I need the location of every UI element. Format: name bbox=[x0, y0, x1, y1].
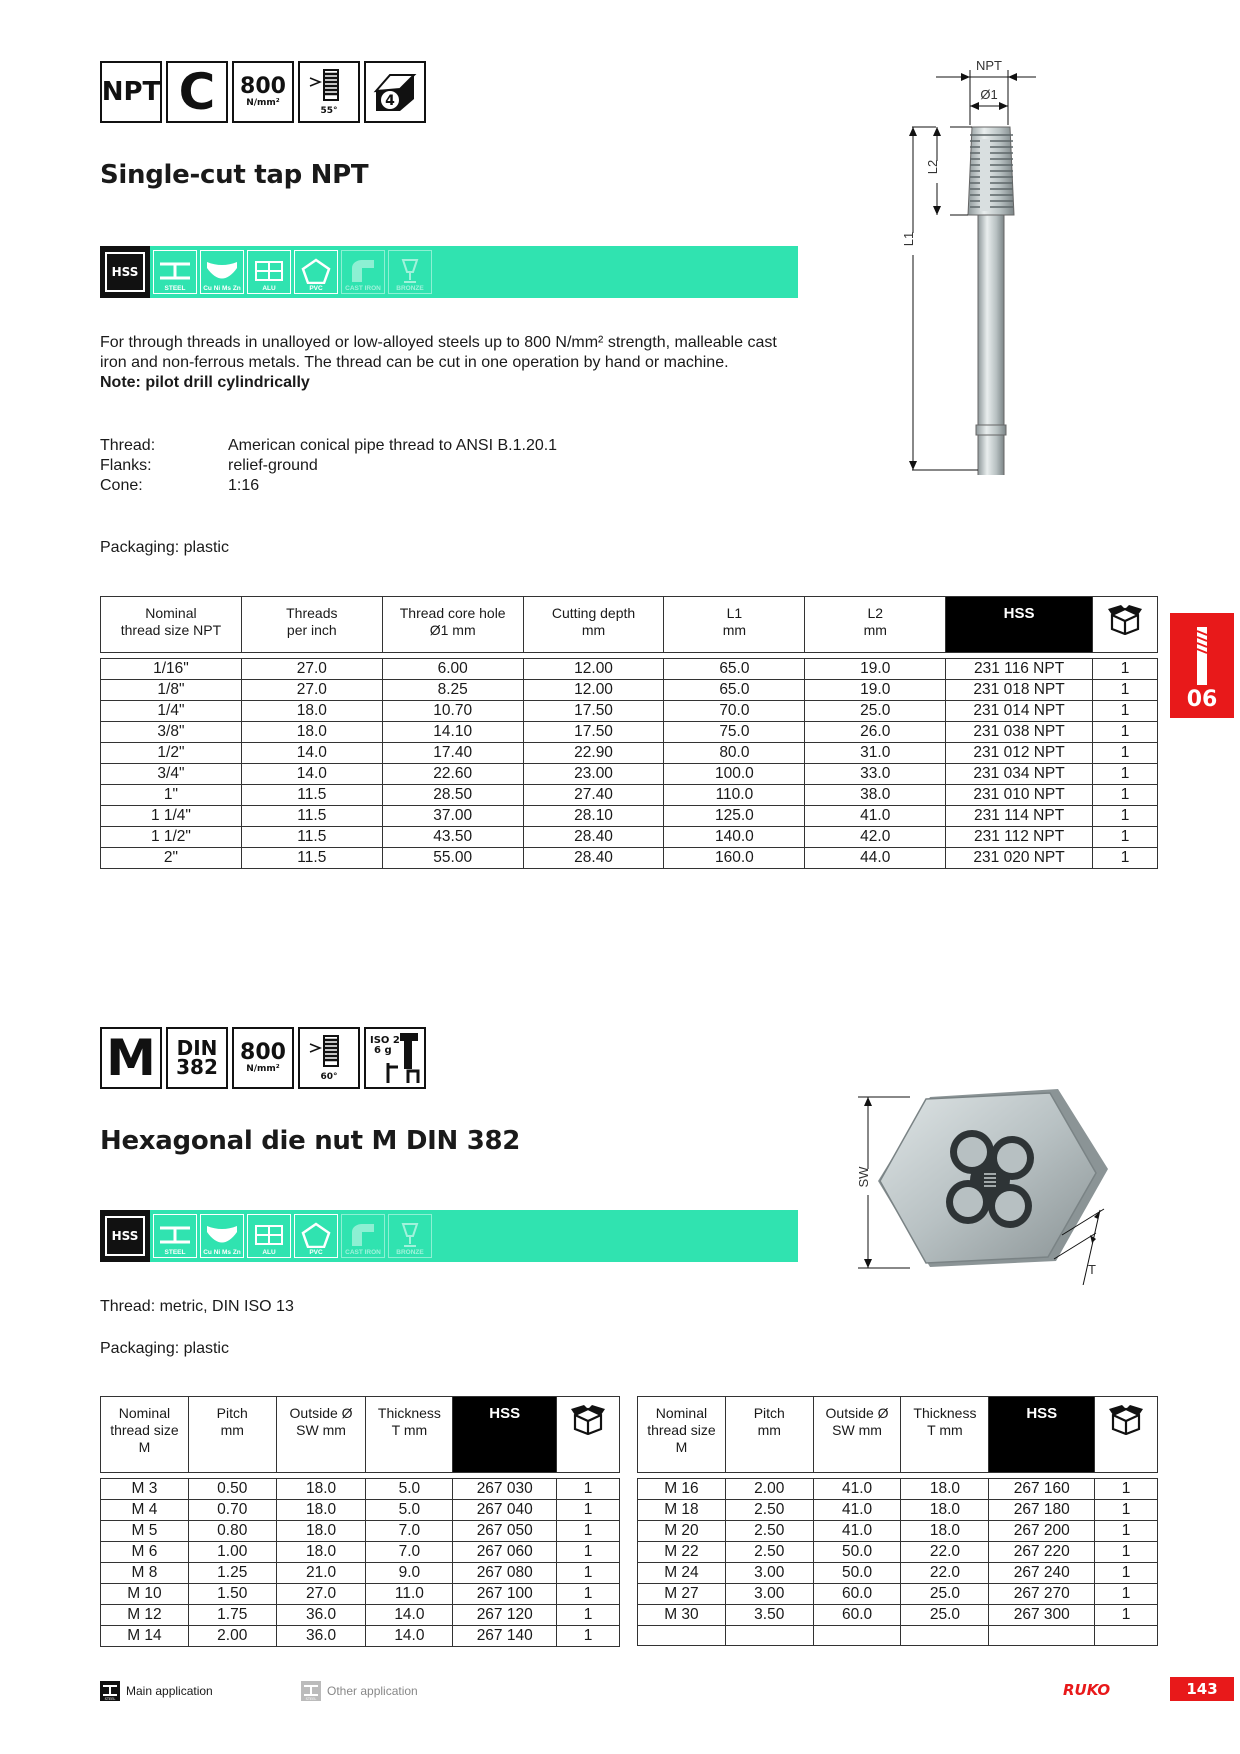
svg-text:NPT: NPT bbox=[976, 58, 1002, 73]
material-cu-ni-ms-zn-icon: Cu Ni Ms Zn bbox=[200, 250, 244, 294]
table-cell: M 14 bbox=[101, 1626, 189, 1647]
table-cell: 25.0 bbox=[901, 1605, 989, 1626]
col-package bbox=[557, 1397, 620, 1473]
table-cell: M 24 bbox=[638, 1563, 726, 1584]
table-cell: M 16 bbox=[638, 1479, 726, 1500]
table-cell: 17.50 bbox=[523, 722, 664, 743]
col-nominal: Nominal thread size NPT bbox=[101, 597, 242, 653]
material-alu-icon: ALU bbox=[247, 1214, 291, 1258]
table-cell: 231 112 NPT bbox=[946, 827, 1093, 848]
col-hss: HSS bbox=[946, 597, 1093, 653]
table-cell: 267 200 bbox=[989, 1521, 1095, 1542]
table-row bbox=[638, 1584, 1158, 1605]
table-cell: 231 038 NPT bbox=[946, 722, 1093, 743]
table-cell: 1/2" bbox=[101, 743, 242, 764]
table-row bbox=[101, 764, 1158, 785]
svg-text:4: 4 bbox=[385, 93, 395, 109]
table-cell: 18.0 bbox=[276, 1542, 366, 1563]
table-cell: 140.0 bbox=[664, 827, 805, 848]
svg-text:Ø1: Ø1 bbox=[980, 87, 998, 102]
table-cell: 1 bbox=[1095, 1605, 1158, 1626]
table-cell: 1 bbox=[557, 1479, 620, 1500]
table-cell: 31.0 bbox=[805, 743, 946, 764]
table-row bbox=[101, 785, 1158, 806]
table-cell: 267 100 bbox=[453, 1584, 557, 1605]
table-cell: 231 010 NPT bbox=[946, 785, 1093, 806]
table-cell: 267 270 bbox=[989, 1584, 1095, 1605]
table-cell: 18.0 bbox=[276, 1479, 366, 1500]
table-cell: 267 050 bbox=[453, 1521, 557, 1542]
steel-beam-icon bbox=[301, 1681, 321, 1701]
table-cell: 22.0 bbox=[901, 1542, 989, 1563]
die-material-band bbox=[100, 1210, 798, 1262]
table-row bbox=[101, 1479, 620, 1500]
material-cast-iron-icon: CAST IRON bbox=[341, 1214, 385, 1258]
col-thickness: Thickness T mm bbox=[901, 1397, 989, 1473]
table-cell: 160.0 bbox=[664, 848, 805, 869]
table-cell: 22.0 bbox=[901, 1563, 989, 1584]
table-cell: 3.00 bbox=[725, 1563, 813, 1584]
col-pitch: Pitch mm bbox=[188, 1397, 276, 1473]
din-icon: DIN 382 bbox=[166, 1027, 228, 1089]
table-cell: 1 bbox=[1093, 680, 1158, 701]
table-row bbox=[638, 1626, 1158, 1646]
table-cell: 28.40 bbox=[523, 827, 664, 848]
table-cell: 267 040 bbox=[453, 1500, 557, 1521]
legend-main-application: STEEL Main application bbox=[100, 1681, 213, 1701]
col-hss: HSS bbox=[453, 1397, 557, 1473]
table-cell: 1 bbox=[557, 1521, 620, 1542]
table-cell: 7.0 bbox=[366, 1521, 453, 1542]
table-cell: 41.0 bbox=[805, 806, 946, 827]
table-cell: 267 300 bbox=[989, 1605, 1095, 1626]
table-cell: 7.0 bbox=[366, 1542, 453, 1563]
table-cell: 21.0 bbox=[276, 1563, 366, 1584]
table-cell: 267 080 bbox=[453, 1563, 557, 1584]
table-row bbox=[101, 701, 1158, 722]
table-row bbox=[101, 1605, 620, 1626]
four-cut-icon bbox=[364, 61, 426, 123]
strength-icon: 800 N/mm² bbox=[232, 61, 294, 123]
table-cell: 267 240 bbox=[989, 1563, 1095, 1584]
table-cell: 267 180 bbox=[989, 1500, 1095, 1521]
table-cell: 50.0 bbox=[813, 1542, 901, 1563]
table-cell: 1 bbox=[1095, 1479, 1158, 1500]
col-hss: HSS bbox=[989, 1397, 1095, 1473]
table-cell: 1 bbox=[1093, 785, 1158, 806]
table-cell: 11.5 bbox=[241, 848, 382, 869]
table-row bbox=[101, 659, 1158, 680]
table-cell: 125.0 bbox=[664, 806, 805, 827]
table-row bbox=[101, 680, 1158, 701]
die-thread: Thread: metric, DIN ISO 13 bbox=[100, 1298, 294, 1315]
table-cell: 1.75 bbox=[188, 1605, 276, 1626]
col-l2: L2 mm bbox=[805, 597, 946, 653]
table-cell: 17.50 bbox=[523, 701, 664, 722]
table-row bbox=[638, 1605, 1158, 1626]
table-cell: 27.0 bbox=[241, 659, 382, 680]
table-cell: 1 bbox=[557, 1626, 620, 1647]
table-cell: 44.0 bbox=[805, 848, 946, 869]
table-cell: 9.0 bbox=[366, 1563, 453, 1584]
table-cell: 1 bbox=[1093, 806, 1158, 827]
table-cell: 14.0 bbox=[241, 764, 382, 785]
table-cell: 2" bbox=[101, 848, 242, 869]
table-cell: 18.0 bbox=[241, 701, 382, 722]
col-nominal: Nominal thread size M bbox=[638, 1397, 726, 1473]
table-cell bbox=[725, 1626, 813, 1646]
table-cell: 27.0 bbox=[276, 1584, 366, 1605]
table-row bbox=[101, 827, 1158, 848]
table-cell: 267 120 bbox=[453, 1605, 557, 1626]
table-cell: 2.50 bbox=[725, 1542, 813, 1563]
col-core-hole: Thread core hole Ø1 mm bbox=[382, 597, 523, 653]
table-cell: 1 bbox=[557, 1584, 620, 1605]
table-cell: 27.40 bbox=[523, 785, 664, 806]
table-row bbox=[638, 1563, 1158, 1584]
table-cell: 41.0 bbox=[813, 1479, 901, 1500]
table-cell: M 18 bbox=[638, 1500, 726, 1521]
table-cell: 0.80 bbox=[188, 1521, 276, 1542]
table-cell bbox=[638, 1626, 726, 1646]
col-threads: Threads per inch bbox=[241, 597, 382, 653]
table-cell: 1.00 bbox=[188, 1542, 276, 1563]
table-cell bbox=[813, 1626, 901, 1646]
table-cell: 36.0 bbox=[276, 1605, 366, 1626]
table-cell: 231 116 NPT bbox=[946, 659, 1093, 680]
table-cell: 42.0 bbox=[805, 827, 946, 848]
table-cell: 231 018 NPT bbox=[946, 680, 1093, 701]
table-cell: 1 bbox=[1095, 1500, 1158, 1521]
table-cell: 3.00 bbox=[725, 1584, 813, 1605]
table-cell: 1 bbox=[1093, 659, 1158, 680]
die-table-left bbox=[100, 1396, 620, 1647]
table-row bbox=[101, 1542, 620, 1563]
col-outside: Outside Ø SW mm bbox=[276, 1397, 366, 1473]
table-row bbox=[638, 1542, 1158, 1563]
material-cast-iron-icon: CAST IRON bbox=[341, 250, 385, 294]
table-cell: 1.50 bbox=[188, 1584, 276, 1605]
table-cell: M 5 bbox=[101, 1521, 189, 1542]
table-cell: 18.0 bbox=[901, 1521, 989, 1542]
material-steel-icon: STEEL bbox=[153, 250, 197, 294]
table-cell: 1 bbox=[1093, 827, 1158, 848]
table-cell: 18.0 bbox=[901, 1479, 989, 1500]
table-cell: 60.0 bbox=[813, 1584, 901, 1605]
table-cell: 1/16" bbox=[101, 659, 242, 680]
svg-text:ISO 2: ISO 2 bbox=[370, 1035, 400, 1046]
table-cell: 2.00 bbox=[725, 1479, 813, 1500]
table-cell: 1/4" bbox=[101, 701, 242, 722]
die-title: Hexagonal die nut M DIN 382 bbox=[100, 1126, 521, 1156]
table-cell: M 27 bbox=[638, 1584, 726, 1605]
table-cell: 1 1/4" bbox=[101, 806, 242, 827]
strength-icon: 800 N/mm² bbox=[232, 1027, 294, 1089]
thread-angle-icon: 55° bbox=[298, 61, 360, 123]
table-cell: 267 030 bbox=[453, 1479, 557, 1500]
svg-text:L1: L1 bbox=[901, 231, 916, 247]
table-cell: 1 bbox=[557, 1500, 620, 1521]
table-row bbox=[101, 1500, 620, 1521]
table-cell: 28.10 bbox=[523, 806, 664, 827]
col-thickness: Thickness T mm bbox=[366, 1397, 453, 1473]
tap-note: Note: pilot drill cylindrically bbox=[100, 374, 310, 391]
tolerance-icon bbox=[364, 1027, 426, 1089]
table-row bbox=[638, 1479, 1158, 1500]
table-cell: 18.0 bbox=[276, 1521, 366, 1542]
section-tab[interactable]: 06 bbox=[1170, 613, 1234, 718]
die-icon-row bbox=[100, 1027, 426, 1089]
table-cell: 14.0 bbox=[241, 743, 382, 764]
table-cell: M 30 bbox=[638, 1605, 726, 1626]
table-cell: 12.00 bbox=[523, 659, 664, 680]
table-cell: 1 bbox=[1095, 1584, 1158, 1605]
table-cell: 25.0 bbox=[805, 701, 946, 722]
col-package bbox=[1093, 597, 1158, 653]
package-box-icon bbox=[1109, 1405, 1143, 1435]
table-cell: M 6 bbox=[101, 1542, 189, 1563]
table-cell: 267 220 bbox=[989, 1542, 1095, 1563]
die-packaging: Packaging: plastic bbox=[100, 1340, 229, 1357]
table-cell: 8.25 bbox=[382, 680, 523, 701]
table-row bbox=[101, 1584, 620, 1605]
hss-tag: HSS bbox=[100, 246, 150, 298]
table-cell: 5.0 bbox=[366, 1500, 453, 1521]
table-cell: 41.0 bbox=[813, 1521, 901, 1542]
table-cell: 38.0 bbox=[805, 785, 946, 806]
c-tolerance-icon: C bbox=[166, 61, 228, 123]
table-cell: 41.0 bbox=[813, 1500, 901, 1521]
table-cell: 267 060 bbox=[453, 1542, 557, 1563]
table-cell: 75.0 bbox=[664, 722, 805, 743]
table-cell: 0.50 bbox=[188, 1479, 276, 1500]
tap-table bbox=[100, 596, 1158, 869]
table-cell: 267 160 bbox=[989, 1479, 1095, 1500]
package-box-icon bbox=[571, 1405, 605, 1435]
table-cell: 231 014 NPT bbox=[946, 701, 1093, 722]
table-cell: 22.90 bbox=[523, 743, 664, 764]
table-cell: 110.0 bbox=[664, 785, 805, 806]
table-cell: 50.0 bbox=[813, 1563, 901, 1584]
table-cell: 1/8" bbox=[101, 680, 242, 701]
legend-other-application: STEEL Other application bbox=[301, 1681, 418, 1701]
table-cell: M 10 bbox=[101, 1584, 189, 1605]
table-cell: 70.0 bbox=[664, 701, 805, 722]
table-cell: 65.0 bbox=[664, 680, 805, 701]
svg-text:L2: L2 bbox=[925, 159, 940, 175]
table-cell: 17.40 bbox=[382, 743, 523, 764]
table-cell: 11.5 bbox=[241, 806, 382, 827]
table-cell: 3/4" bbox=[101, 764, 242, 785]
table-cell: 1 bbox=[1095, 1563, 1158, 1584]
table-cell: 231 114 NPT bbox=[946, 806, 1093, 827]
svg-text:SW: SW bbox=[856, 1166, 871, 1188]
steel-beam-icon bbox=[100, 1681, 120, 1701]
svg-text:STEEL: STEEL bbox=[104, 1697, 116, 1701]
table-cell: 1 bbox=[557, 1605, 620, 1626]
table-cell: M 22 bbox=[638, 1542, 726, 1563]
tap-drawing bbox=[900, 55, 1040, 475]
table-cell: 3/8" bbox=[101, 722, 242, 743]
table-cell: 1 bbox=[1093, 701, 1158, 722]
table-cell: 18.0 bbox=[901, 1500, 989, 1521]
table-cell: 1" bbox=[101, 785, 242, 806]
material-bronze-icon: BRONZE bbox=[388, 1214, 432, 1258]
table-cell: 65.0 bbox=[664, 659, 805, 680]
package-box-icon bbox=[1108, 605, 1142, 635]
table-cell: 0.70 bbox=[188, 1500, 276, 1521]
tap-specs: Thread: American conical pipe thread to ANSI B.1.20.1 Flanks: relief-ground Cone: 1:16 bbox=[100, 437, 558, 494]
table-cell: 26.0 bbox=[805, 722, 946, 743]
table-cell: M 4 bbox=[101, 1500, 189, 1521]
table-cell: 11.5 bbox=[241, 827, 382, 848]
tap-icon-row bbox=[100, 61, 426, 123]
col-nominal: Nominal thread size M bbox=[101, 1397, 189, 1473]
table-cell: 1 bbox=[1093, 848, 1158, 869]
table-cell: 267 140 bbox=[453, 1626, 557, 1647]
table-cell: 14.0 bbox=[366, 1626, 453, 1647]
table-cell: 5.0 bbox=[366, 1479, 453, 1500]
brand-logo: RUKO bbox=[1063, 1681, 1111, 1699]
tap-title: Single-cut tap NPT bbox=[100, 160, 369, 190]
table-cell: 1 bbox=[1095, 1521, 1158, 1542]
table-row bbox=[638, 1500, 1158, 1521]
table-cell: 12.00 bbox=[523, 680, 664, 701]
table-cell: 1 bbox=[1093, 722, 1158, 743]
table-cell: 33.0 bbox=[805, 764, 946, 785]
tap-section-icon bbox=[1191, 625, 1213, 687]
material-alu-icon: ALU bbox=[247, 250, 291, 294]
table-row bbox=[101, 1626, 620, 1647]
table-row bbox=[101, 848, 1158, 869]
svg-text:STEEL: STEEL bbox=[305, 1697, 317, 1701]
table-cell: 231 012 NPT bbox=[946, 743, 1093, 764]
table-cell: 80.0 bbox=[664, 743, 805, 764]
table-row bbox=[638, 1521, 1158, 1542]
table-cell: 6.00 bbox=[382, 659, 523, 680]
thread-angle-icon: 60° bbox=[298, 1027, 360, 1089]
table-cell: 1 1/2" bbox=[101, 827, 242, 848]
table-cell: 1 bbox=[1095, 1542, 1158, 1563]
table-cell: 37.00 bbox=[382, 806, 523, 827]
table-cell: 3.50 bbox=[725, 1605, 813, 1626]
table-row bbox=[101, 806, 1158, 827]
material-cu-ni-ms-zn-icon: Cu Ni Ms Zn bbox=[200, 1214, 244, 1258]
col-l1: L1 mm bbox=[664, 597, 805, 653]
page-number: 143 bbox=[1170, 1677, 1234, 1701]
table-cell: 18.0 bbox=[276, 1500, 366, 1521]
table-cell bbox=[901, 1626, 989, 1646]
table-cell: 28.50 bbox=[382, 785, 523, 806]
table-cell: M 20 bbox=[638, 1521, 726, 1542]
table-row bbox=[101, 722, 1158, 743]
npt-icon: NPT bbox=[100, 61, 162, 123]
table-cell: 14.10 bbox=[382, 722, 523, 743]
table-cell: 231 020 NPT bbox=[946, 848, 1093, 869]
col-cutting-depth: Cutting depth mm bbox=[523, 597, 664, 653]
table-cell: 2.50 bbox=[725, 1521, 813, 1542]
table-row bbox=[101, 743, 1158, 764]
table-cell: 19.0 bbox=[805, 659, 946, 680]
table-cell: 11.0 bbox=[366, 1584, 453, 1605]
tap-material-band bbox=[100, 246, 798, 298]
tap-packaging: Packaging: plastic bbox=[100, 539, 229, 556]
svg-text:6 g: 6 g bbox=[374, 1045, 392, 1056]
svg-text:T: T bbox=[1088, 1262, 1096, 1277]
table-cell: 43.50 bbox=[382, 827, 523, 848]
table-cell: 1 bbox=[1093, 743, 1158, 764]
material-pvc-icon: PVC bbox=[294, 250, 338, 294]
metric-icon: M bbox=[100, 1027, 162, 1089]
table-row bbox=[101, 1563, 620, 1584]
table-cell: 2.00 bbox=[188, 1626, 276, 1647]
table-cell: 1.25 bbox=[188, 1563, 276, 1584]
col-package bbox=[1095, 1397, 1158, 1473]
material-pvc-icon: PVC bbox=[294, 1214, 338, 1258]
table-cell: 18.0 bbox=[241, 722, 382, 743]
material-steel-icon: STEEL bbox=[153, 1214, 197, 1258]
table-cell: 36.0 bbox=[276, 1626, 366, 1647]
table-cell: 28.40 bbox=[523, 848, 664, 869]
table-row bbox=[101, 1521, 620, 1542]
table-cell: 19.0 bbox=[805, 680, 946, 701]
table-cell: 22.60 bbox=[382, 764, 523, 785]
table-cell: 27.0 bbox=[241, 680, 382, 701]
table-cell: 100.0 bbox=[664, 764, 805, 785]
table-cell: M 3 bbox=[101, 1479, 189, 1500]
table-cell: 1 bbox=[557, 1542, 620, 1563]
col-pitch: Pitch mm bbox=[725, 1397, 813, 1473]
table-cell: M 12 bbox=[101, 1605, 189, 1626]
die-table-right bbox=[637, 1396, 1158, 1646]
table-cell: 14.0 bbox=[366, 1605, 453, 1626]
table-cell: 2.50 bbox=[725, 1500, 813, 1521]
table-cell: 11.5 bbox=[241, 785, 382, 806]
material-bronze-icon: BRONZE bbox=[388, 250, 432, 294]
table-cell: 60.0 bbox=[813, 1605, 901, 1626]
col-outside: Outside Ø SW mm bbox=[813, 1397, 901, 1473]
tap-description: For through threads in unalloyed or low-alloyed steels up to 800 N/mm² strength, malleable cast iron and non-ferrous metals. The thread can be cut in one operation by hand or machine. Note: pilot drill cylindrically bbox=[100, 334, 777, 391]
hss-tag: HSS bbox=[100, 1210, 150, 1262]
table-cell: 231 034 NPT bbox=[946, 764, 1093, 785]
table-cell: M 8 bbox=[101, 1563, 189, 1584]
table-cell bbox=[989, 1626, 1095, 1646]
table-cell: 1 bbox=[557, 1563, 620, 1584]
table-cell bbox=[1095, 1626, 1158, 1646]
table-cell: 1 bbox=[1093, 764, 1158, 785]
table-cell: 55.00 bbox=[382, 848, 523, 869]
die-nut-drawing bbox=[850, 1085, 1110, 1285]
table-cell: 23.00 bbox=[523, 764, 664, 785]
table-cell: 25.0 bbox=[901, 1584, 989, 1605]
table-cell: 10.70 bbox=[382, 701, 523, 722]
